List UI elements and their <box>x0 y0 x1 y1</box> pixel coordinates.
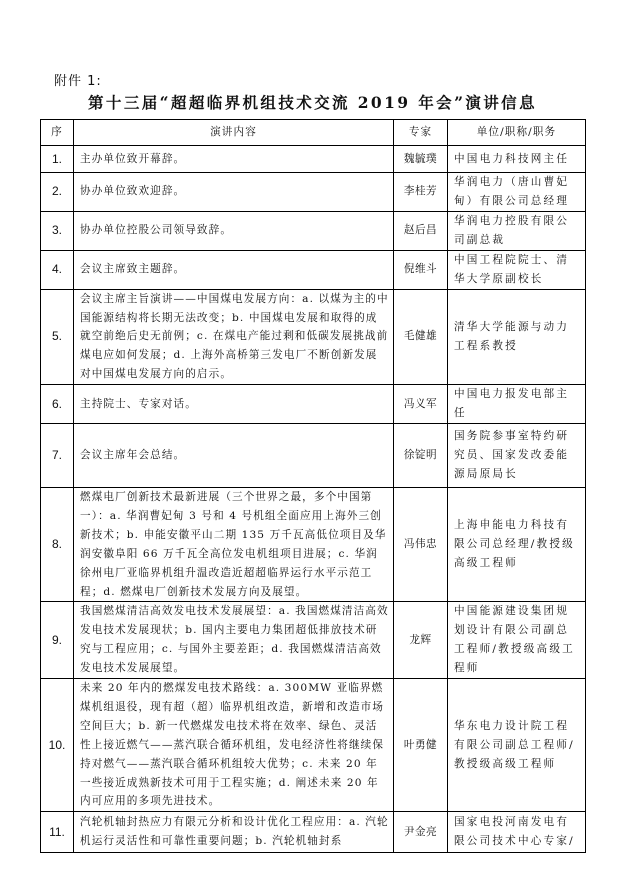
row-expert: 冯伟忠 <box>394 487 448 601</box>
row-content: 协办单位控股公司领导致辞。 <box>74 211 394 250</box>
table-row <box>41 423 586 487</box>
row-seq: 9. <box>41 602 74 679</box>
row-expert: 冯义军 <box>394 385 448 424</box>
row-content: 我国燃煤清洁高效发电技术发展展望：a. 我国燃煤清洁高效发电技术发展现状；b. 国内主要电力集团超低排放技术研究与工程应用；c. 与国外主要差距；d. 我国燃煤清洁高效发电技术发展展望。 <box>74 602 394 679</box>
row-seq: 4. <box>41 250 74 289</box>
row-seq: 3. <box>41 211 74 250</box>
row-org: 中国电力科技网主任 <box>448 146 586 173</box>
row-expert: 魏毓璞 <box>394 146 448 173</box>
table-row <box>41 250 586 289</box>
row-content: 会议主席主旨演讲——中国煤电发展方向：a. 以煤为主的中国能源结构将长期无法改变；b. 中国煤电发展和取得的成就空前绝后史无前例；c. 在煤电产能过剩和低碳发展挑战前煤电应如何发展；d. 上海外高桥第三发电厂不断创新发展对中国煤电发展方向的启示。 <box>74 289 394 385</box>
row-expert: 叶勇健 <box>394 679 448 812</box>
row-expert: 龙辉 <box>394 602 448 679</box>
table-row <box>41 602 586 679</box>
table-row <box>41 679 586 812</box>
row-org: 中国能源建设集团规划设计有限公司副总工程师/教授级高级工程师 <box>448 602 586 679</box>
row-expert: 徐锭明 <box>394 423 448 487</box>
row-org: 清华大学能源与动力工程系教授 <box>448 289 586 385</box>
row-org: 中国工程院院士、清华大学原副校长 <box>448 250 586 289</box>
header-content: 演讲内容 <box>74 120 394 146</box>
row-seq: 2. <box>41 173 74 212</box>
header-org: 单位/职称/职务 <box>448 120 586 146</box>
table-header-row <box>41 120 586 146</box>
row-seq: 5. <box>41 289 74 385</box>
row-org: 华润电力控股有限公司副总裁 <box>448 211 586 250</box>
table-row <box>41 385 586 424</box>
row-expert: 倪维斗 <box>394 250 448 289</box>
row-seq: 8. <box>41 487 74 601</box>
row-content: 会议主席年会总结。 <box>74 423 394 487</box>
row-content: 未来 20 年内的燃煤发电技术路线：a. 300MW 亚临界燃煤机组退役，现有超（超）临界机组改造，新增和改造市场空间巨大；b. 新一代燃煤发电技术将在效率、绿色、灵活性上接近燃气——蒸汽联合循环机组，发电经济性将继续保持对燃气——蒸汽联合循环机组较大优势；c. 未来 20 年一些接近成熟新技术可用于工程实施；d. 阐述未来 20 年内可应用的多项先进技术。 <box>74 679 394 812</box>
table-row <box>41 173 586 212</box>
row-org: 国务院参事室特约研究员、国家发改委能源局原局长 <box>448 423 586 487</box>
attachment-label: 附件 1: <box>54 74 102 89</box>
table-row <box>41 146 586 173</box>
row-content: 会议主席致主题辞。 <box>74 250 394 289</box>
row-expert: 赵后昌 <box>394 211 448 250</box>
row-content: 燃煤电厂创新技术最新进展（三个世界之最，多个中国第一）：a. 华润曹妃甸 3 号和 4 号机组全面应用上海外三创新技术；b. 申能安徽平山二期 135 万千瓦高低位项目及华润安徽阜阳 66 万千瓦全高位发电机组项目进展；c. 华润徐州电厂亚临界机组升温改造近超超临界运行水平示范工程；d. 燃煤电厂创新技术发展方向及展望。 <box>74 487 394 601</box>
row-content: 主办单位致开幕辞。 <box>74 146 394 173</box>
row-content: 协办单位致欢迎辞。 <box>74 173 394 212</box>
row-seq: 1. <box>41 146 74 173</box>
document-title: 第十三届“超超临界机组技术交流 2019 年会”演讲信息 <box>88 93 537 112</box>
table-row <box>41 289 586 385</box>
row-org: 华润电力（唐山曹妃甸）有限公司总经理 <box>448 173 586 212</box>
row-seq: 11. <box>41 812 74 853</box>
header-expert: 专家 <box>394 120 448 146</box>
row-org: 上海申能电力科技有限公司总经理/教授级高级工程师 <box>448 487 586 601</box>
row-seq: 6. <box>41 385 74 424</box>
row-org: 国家电投河南发电有限公司技术中心专家/ <box>448 812 586 853</box>
row-seq: 10. <box>41 679 74 812</box>
row-expert: 尹金亮 <box>394 812 448 853</box>
row-content: 主持院士、专家对话。 <box>74 385 394 424</box>
table-row <box>41 211 586 250</box>
header-seq: 序 <box>41 120 74 146</box>
row-expert: 李桂芳 <box>394 173 448 212</box>
row-expert: 毛健雄 <box>394 289 448 385</box>
speech-info-table <box>40 119 586 853</box>
row-org: 华东电力设计院工程有限公司副总工程师/教授级高级工程师 <box>448 679 586 812</box>
row-org: 中国电力报发电部主任 <box>448 385 586 424</box>
row-content: 汽轮机轴封热应力有限元分析和设计优化工程应用：a. 汽轮机运行灵活性和可靠性重要问题；b. 汽轮机轴封系 <box>74 812 394 853</box>
table-row <box>41 812 586 853</box>
row-seq: 7. <box>41 423 74 487</box>
table-row <box>41 487 586 601</box>
